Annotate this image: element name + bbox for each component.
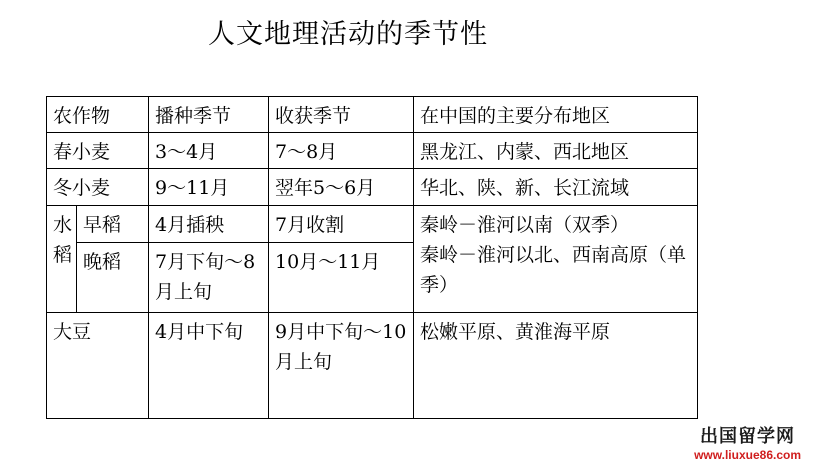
watermark-url: www.liuxue86.com (694, 448, 801, 462)
sowing-cell: 3～4月 (149, 133, 269, 169)
header-sowing-season: 播种季节 (149, 97, 269, 133)
crop-name-cell: 晚稻 (77, 243, 149, 313)
harvest-cell: 7～8月 (269, 133, 414, 169)
sowing-cell: 7月下旬～8月上旬 (149, 243, 269, 313)
harvest-cell: 10月～11月 (269, 243, 414, 313)
header-distribution: 在中国的主要分布地区 (414, 97, 698, 133)
rice-region-line-2: 秦岭－淮河以北、西南高原（单季） (420, 244, 687, 296)
table-row-spring-wheat (47, 133, 698, 169)
sowing-cell: 9～11月 (149, 169, 269, 206)
crop-name-cell: 早稻 (77, 206, 149, 243)
region-cell: 华北、陕、新、长江流域 (414, 169, 698, 206)
crop-name-cell: 大豆 (47, 313, 149, 419)
crop-name-cell: 冬小麦 (47, 169, 149, 206)
table-row-soybean (47, 313, 698, 419)
crop-name-cell: 春小麦 (47, 133, 149, 169)
page-title: 人文地理活动的季节性 (208, 19, 488, 50)
header-harvest-season: 收获季节 (269, 97, 414, 133)
sowing-cell: 4月插秧 (149, 206, 269, 243)
sowing-cell: 4月中下旬 (149, 313, 269, 419)
crop-seasonality-table (46, 96, 698, 419)
site-watermark (694, 426, 801, 462)
rice-region-line-1: 秦岭－淮河以南（双季） (420, 214, 630, 236)
table-row-early-rice (47, 206, 698, 243)
harvest-cell: 翌年5～6月 (269, 169, 414, 206)
rice-region-cell (414, 206, 698, 313)
region-cell: 松嫩平原、黄淮海平原 (414, 313, 698, 419)
region-cell: 黑龙江、内蒙、西北地区 (414, 133, 698, 169)
table-row-winter-wheat (47, 169, 698, 206)
harvest-cell: 9月中下旬～10月上旬 (269, 313, 414, 419)
watermark-name: 出国留学网 (700, 426, 796, 447)
header-crop: 农作物 (47, 97, 149, 133)
rice-group-label: 水稻 (47, 206, 77, 313)
table-header-row (47, 97, 698, 133)
harvest-cell: 7月收割 (269, 206, 414, 243)
